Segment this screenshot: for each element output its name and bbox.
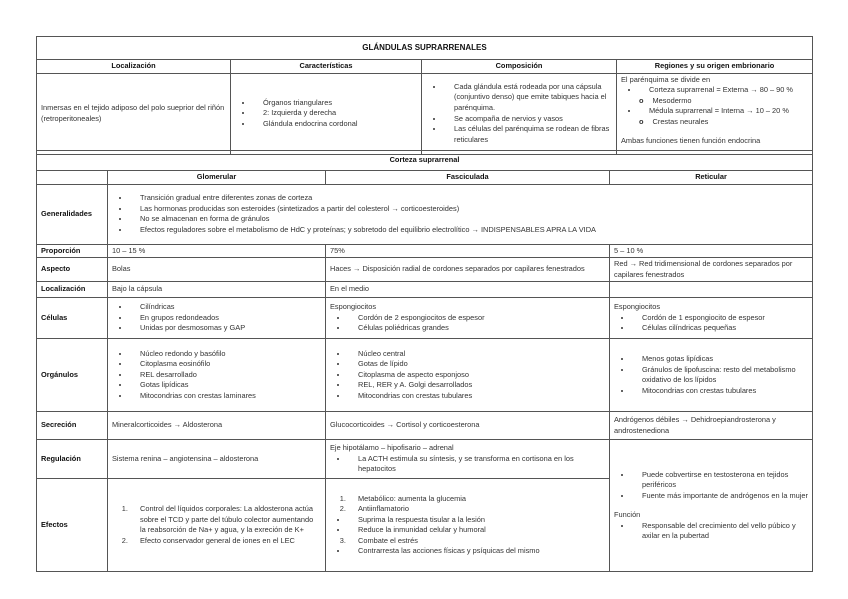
list-item: • No se almacenan en forma de gránulos (130, 214, 808, 225)
list-item: • Mitocondrias con crestas laminares (130, 391, 321, 402)
generalidades-cell (108, 184, 813, 244)
cell: 75% (326, 244, 610, 258)
list-item: • Cada glándula está rodeada por una cápsula (conjuntivo denso) que emite tabiques hacia el parénquima. (444, 82, 612, 114)
list-item: 2. Efecto conservador general de iones en el LEC (130, 536, 321, 547)
list-item: • REL, RER y A. Golgi desarrollados (348, 380, 605, 391)
row-label: Aspecto (37, 258, 108, 282)
cell: 10 – 15 % (108, 244, 326, 258)
cell: Red → Red tridimensional de cordones separados por capilares fenestrados (610, 258, 813, 282)
list-item: • Fuente más importante de andrógenos en la mujer (632, 491, 808, 502)
cell: En el medio (326, 282, 610, 298)
list-item: 1. Metabólico: aumenta la glucemia (348, 494, 605, 505)
list-item: • Cordón de 1 espongiocito de espesor (632, 313, 808, 324)
cell: Andrógenos débiles → Dehidroepiandrosterona y androstenediona (610, 412, 813, 440)
funcion-label: Función (614, 510, 641, 520)
list-item: • Se acompaña de nervios y vasos (444, 114, 612, 125)
regiones-intro: El parénquima se divide en (621, 74, 711, 84)
corteza-table (36, 150, 813, 572)
list-item: • Menos gotas lipídicas (632, 354, 808, 365)
header-composicion: Composición (422, 60, 617, 74)
list-item: • Las hormonas producidas son esteroides (sintetizados a partir del colesterol → corticoesteroides) (130, 204, 808, 215)
header-fasciculada: Fasciculada (326, 171, 610, 185)
cell (326, 440, 610, 479)
list-item: • Contrarresta las acciones físicas y psíquicas del mismo (348, 546, 605, 557)
list-item: 2. Antiinflamatorio (348, 504, 605, 515)
corteza-title: Corteza suprarrenal (37, 151, 813, 171)
list-item: • Gotas de lípido (348, 359, 605, 370)
list-item: • Órganos triangulares (253, 98, 417, 109)
header-reticular: Reticular (610, 171, 813, 185)
list-item: • Citoplasma de aspecto esponjoso (348, 370, 605, 381)
cell (610, 282, 813, 298)
cell (108, 479, 326, 572)
cell: Bajo la cápsula (108, 282, 326, 298)
list-item: • Células cilíndricas pequeñas (632, 323, 808, 334)
row-label: Células (37, 298, 108, 339)
row-label: Secreción (37, 412, 108, 440)
cell: Sistema renina – angiotensina – aldosterona (108, 440, 326, 479)
row-label: Efectos (37, 479, 108, 572)
cell-intro: Eje hipotálamo – hipofisario – adrenal (330, 443, 454, 453)
list-item: • Transición gradual entre diferentes zonas de corteza (130, 193, 808, 204)
list-item: o Crestas neurales (643, 117, 808, 128)
reticular-regulacion-efectos-cell (610, 440, 813, 572)
list-item: • Mitocondrias con crestas tubulares (348, 391, 605, 402)
header-localizacion: Localización (37, 60, 231, 74)
cell: Bolas (108, 258, 326, 282)
list-item: • Corteza suprarrenal = Externa → 80 – 90 % (639, 85, 808, 96)
cell (108, 339, 326, 412)
regiones-note: Ambas funciones tienen función endocrina (621, 136, 761, 146)
cell-intro: Espongiocitos (614, 302, 661, 312)
cell: Mineralcorticoides → Aldosterona (108, 412, 326, 440)
cell (326, 339, 610, 412)
cell (326, 298, 610, 339)
row-label: Regulación (37, 440, 108, 479)
list-item: • Mitocondrias con crestas tubulares (632, 386, 808, 397)
list-item: • Puede cobvertirse en testosterona en tejidos periféricos (632, 470, 808, 491)
cell: Glucocorticoides → Cortisol y corticoesterona (326, 412, 610, 440)
cell (108, 298, 326, 339)
list-item: • Citoplasma eosinófilo (130, 359, 321, 370)
list-item: • Gránulos de lipofuscina: resto del metabolismo oxidativo de los lípidos (632, 365, 808, 386)
list-item: • Núcleo central (348, 349, 605, 360)
row-label: Generalidades (37, 184, 108, 244)
cell: Haces → Disposición radial de cordones separados por capilares fenestrados (326, 258, 610, 282)
list-item: 3. Combate el estrés (348, 536, 605, 547)
regiones-cell (617, 73, 813, 154)
cell (326, 479, 610, 572)
composicion-cell (422, 73, 617, 154)
cell (610, 339, 813, 412)
list-item: • Cordón de 2 espongiocitos de espesor (348, 313, 605, 324)
header-regiones: Regiones y su origen embrionario (617, 60, 813, 74)
list-item: 1. Control del líquidos corporales: La aldosterona actúa sobre el TCD y parte del túbulo colector aumentando la reabsorción de Na+ y agua, y la exreción de K+ (130, 504, 321, 536)
list-item: • Reduce la inmunidad celular y humoral (348, 525, 605, 536)
list-item: • Efectos reguladores sobre el metabolismo de HdC y proteínas; y sobretodo del equilibrio electrolítico → INDISPENSABLES APRA LA VIDA (130, 225, 808, 236)
list-item: • Núcleo redondo y basófilo (130, 349, 321, 360)
list-item: • La ACTH estimula su síntesis, y se transforma en cortisona en los hepatocitos (348, 454, 605, 475)
list-item: • REL desarrollado (130, 370, 321, 381)
header-caracteristicas: Características (231, 60, 422, 74)
cell-intro: Espongiocitos (330, 302, 377, 312)
list-item: o Mesodermo (643, 96, 808, 107)
list-item: • 2: Izquierda y derecha (253, 108, 417, 119)
overview-table (36, 36, 813, 155)
list-item: • Células poliédricas grandes (348, 323, 605, 334)
row-label: Localización (37, 282, 108, 298)
caracteristicas-cell (231, 73, 422, 154)
list-item: • Glándula endocrina cordonal (253, 119, 417, 130)
list-item: • Médula suprarrenal = Interna → 10 – 20 % (639, 106, 808, 117)
localizacion-cell: Inmersas en el tejido adiposo del polo sueprior del riñón (retroperitoneales) (37, 73, 231, 154)
list-item: • En grupos redondeados (130, 313, 321, 324)
row-label: Proporción (37, 244, 108, 258)
list-item: • Responsable del crecimiento del vello púbico y axilar en la pubertad (632, 521, 808, 542)
row-label: Orgánulos (37, 339, 108, 412)
list-item: • Suprima la respuesta tisular a la lesión (348, 515, 605, 526)
list-item: • Unidas por desmosomas y GAP (130, 323, 321, 334)
header-glomerular: Glomerular (108, 171, 326, 185)
cell: 5 – 10 % (610, 244, 813, 258)
list-item: • Las células del parénquima se rodean de fibras reticulares (444, 124, 612, 145)
list-item: • Gotas lipídicas (130, 380, 321, 391)
cell (610, 298, 813, 339)
page-title: GLÁNDULAS SUPRARRENALES (37, 37, 813, 60)
list-item: • Cilíndricas (130, 302, 321, 313)
